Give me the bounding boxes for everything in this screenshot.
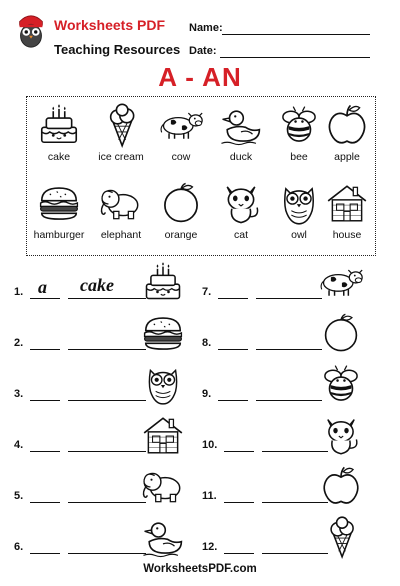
exercise-picture [140,515,186,564]
apple-icon [324,102,370,148]
exercise-picture [318,515,364,564]
article-blank[interactable] [30,349,60,350]
exercise-picture [318,413,364,462]
noun-blank[interactable] [68,553,146,554]
cat-icon [218,180,264,226]
exercise-picture [140,464,186,513]
orange-icon [318,311,364,355]
elephant-icon [98,180,144,226]
exercise-number: 6. [14,541,24,553]
exercise-picture [140,413,186,462]
house-icon [324,180,370,226]
exercise-number: 5. [14,490,24,502]
noun-blank[interactable] [68,451,146,452]
footer-url: WorksheetsPDF.com [143,563,257,575]
exercise-number: 8. [202,337,212,349]
noun-blank[interactable] [68,298,146,299]
article-blank[interactable] [30,451,60,452]
cake-icon [140,260,186,304]
hamburger-icon [36,180,82,226]
bank-word: elephant [100,229,142,241]
bank-item [90,102,152,163]
exercise-picture [318,464,364,513]
page-title: A - AN [158,62,242,92]
name-line[interactable] [222,34,370,35]
bee-icon [318,362,364,406]
bank-word: apple [334,151,360,163]
noun-blank[interactable] [256,400,322,401]
article-blank[interactable] [30,502,60,503]
article-blank[interactable] [224,451,254,452]
duck-icon [140,515,186,559]
article-blank[interactable] [30,298,60,299]
bank-word: duck [229,151,253,163]
bank-word: cat [233,229,248,241]
exercise-picture [140,260,186,309]
bank-item [28,102,90,163]
bank-item [210,180,272,241]
bank-item [150,180,212,241]
bank-item [210,102,272,163]
noun-answer: cake [80,275,114,295]
cake-icon [36,102,82,148]
exercise-number: 3. [14,388,24,400]
exercise-number: 4. [14,439,24,451]
date-label: Date: [189,45,217,57]
ice-cream-icon [98,102,144,148]
article-blank[interactable] [224,553,254,554]
exercise-picture [140,362,186,411]
name-label: Name: [189,22,223,34]
brand-tagline: Teaching Resources [54,42,181,57]
exercise-picture [140,311,186,360]
ice-cream-icon [318,515,364,559]
noun-blank[interactable] [68,400,146,401]
article-blank[interactable] [224,502,254,503]
bank-item [28,180,90,241]
article-blank[interactable] [30,400,60,401]
bank-word: cow [171,151,191,163]
bank-word: owl [291,229,307,241]
article-answer: a [38,277,47,297]
orange-icon [158,180,204,226]
exercise-number: 2. [14,337,24,349]
article-blank[interactable] [218,298,248,299]
bank-item [316,180,378,241]
exercise-number: 1. [14,286,24,298]
duck-icon [218,102,264,148]
cow-icon [318,260,364,304]
bank-word: house [332,229,362,241]
bank-word: hamburger [33,229,85,241]
bank-item [90,180,152,241]
noun-blank[interactable] [68,349,146,350]
exercise-number: 7. [202,286,212,298]
hamburger-icon [140,311,186,355]
bank-item [150,102,212,163]
apple-icon [318,464,364,508]
mascot-owl-icon [12,8,50,54]
house-icon [140,413,186,457]
cow-icon [158,102,204,148]
date-line[interactable] [220,57,370,58]
owl-icon [140,362,186,406]
bank-word: ice cream [98,151,144,163]
exercise-number: 10. [202,439,218,451]
article-blank[interactable] [30,553,60,554]
noun-blank[interactable] [68,502,146,503]
brand-name: Worksheets PDF [54,17,165,33]
bank-item [316,102,378,163]
bank-word: cake [47,151,71,163]
exercise-number: 12. [202,541,218,553]
article-blank[interactable] [218,349,248,350]
exercise-number: 9. [202,388,212,400]
exercise-number: 11. [202,490,217,502]
exercise-picture [318,260,364,309]
bank-word: orange [164,229,198,241]
noun-blank[interactable] [256,298,322,299]
cat-icon [318,413,364,457]
noun-blank[interactable] [256,349,322,350]
elephant-icon [140,464,186,508]
exercise-picture [318,362,364,411]
exercise-picture [318,311,364,360]
bank-word: bee [290,151,308,163]
article-blank[interactable] [218,400,248,401]
